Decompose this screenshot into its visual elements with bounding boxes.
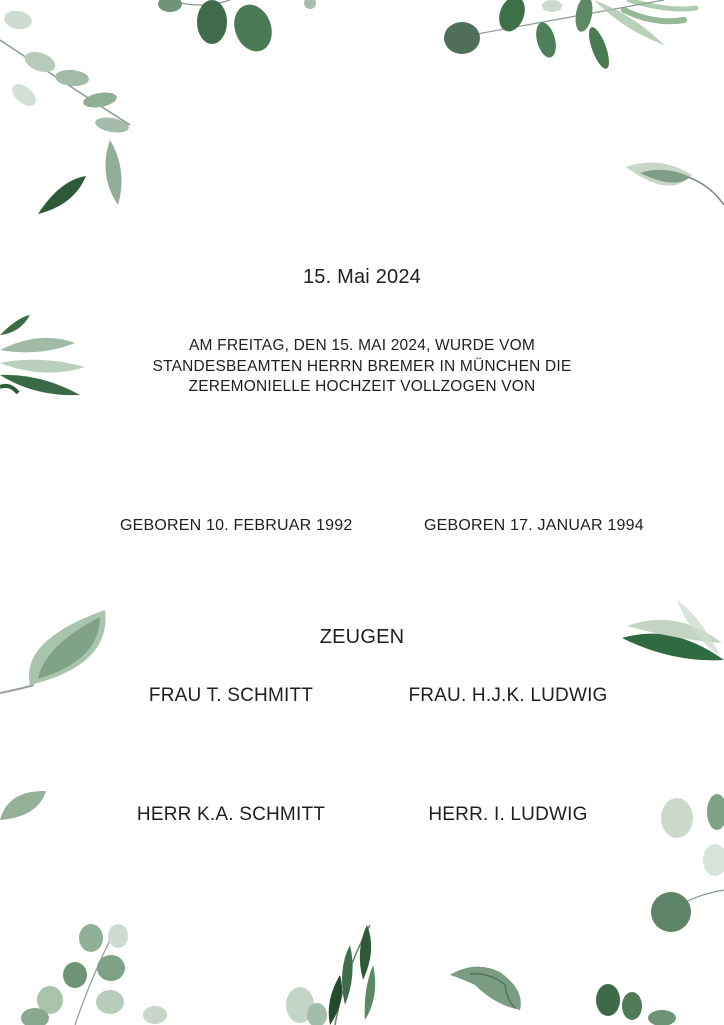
eucalyptus-leaf-icon (626, 163, 724, 206)
foliage-bottom-center (285, 920, 385, 1025)
ceremony-intro (0, 336, 724, 398)
foliage-right-upper (620, 155, 724, 215)
eucalyptus-leaf-icon (596, 984, 676, 1025)
intro-line: AM FREITAG, DEN 15. MAI 2024, WURDE VOM (189, 337, 535, 354)
witness-name: FRAU T. SCHMITT (148, 685, 314, 706)
witness-name: HERR. I. LUDWIG (428, 804, 588, 825)
eucalyptus-leaf-icon (0, 9, 130, 214)
foliage-left-lower (0, 605, 115, 697)
birth-date-right: GEBOREN 17. JANUAR 1994 (424, 517, 644, 534)
foliage-bottom-right (590, 978, 724, 1025)
witness-name: HERR K.A. SCHMITT (136, 804, 326, 825)
foliage-right-bottom (645, 790, 724, 940)
eucalyptus-leaf-icon (444, 0, 696, 71)
eucalyptus-leaf-icon (286, 925, 375, 1025)
foliage-top-right (434, 0, 724, 90)
intro-line: ZEREMONIELLE HOCHZEIT VOLLZOGEN VON (188, 378, 536, 395)
birth-date-left: GEBOREN 10. FEBRUAR 1992 (120, 517, 353, 534)
foliage-top-center (150, 0, 330, 60)
foliage-bottom-right-center (445, 960, 535, 1020)
foliage-top-left (0, 0, 140, 220)
eucalyptus-leaf-icon (450, 967, 521, 1010)
eucalyptus-leaf-icon (0, 791, 46, 820)
witness-name: FRAU. H.J.K. LUDWIG (408, 685, 608, 706)
foliage-left-bottom-leaf (0, 785, 50, 825)
date-heading: 15. Mai 2024 (302, 266, 422, 288)
intro-line: STANDESBEAMTEN HERRN BREMER IN MÜNCHEN DIE (152, 357, 572, 375)
foliage-bottom-left (15, 920, 190, 1025)
eucalyptus-leaf-icon (651, 794, 724, 932)
eucalyptus-leaf-icon (21, 924, 167, 1025)
witnesses-heading: ZEUGEN (319, 626, 405, 648)
eucalyptus-leaf-icon (158, 0, 316, 57)
eucalyptus-leaf-icon (0, 610, 106, 693)
